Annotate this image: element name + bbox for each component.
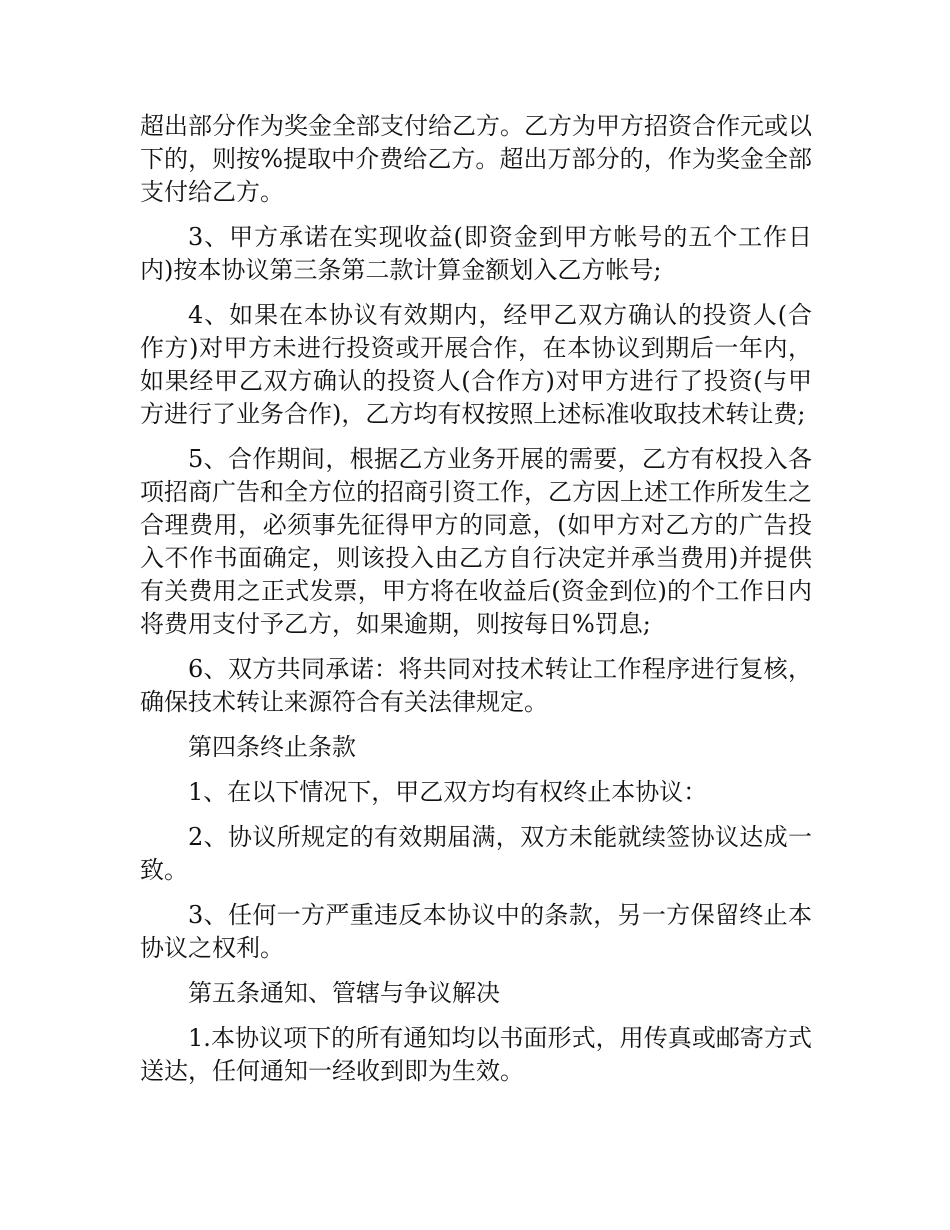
paragraph-clause-3-6: 6、双方共同承诺：将共同对技术转让工作程序进行复核，确保技术转让来源符合有关法律规定。 — [140, 655, 812, 716]
paragraph-clause-4-1: 1、在以下情况下，甲乙双方均有权终止本协议： — [188, 778, 708, 806]
section-heading-article-4: 第四条终止条款 — [188, 733, 356, 761]
paragraph-clause-4-3: 3、任何一方严重违反本协议中的条款，另一方保留终止本协议之权利。 — [140, 901, 812, 962]
paragraph-clause-3-5: 5、合作期间，根据乙方业务开展的需要，乙方有权投入各项招商广告和全方位的招商引资工作，乙方因上述工作所发生之合理费用，必须事先征得甲方的同意，(如甲方对乙方的广告投入不作书面确定，则该投入由乙方自行决定并承当费用)并提供有关费用之正式发票，甲方将在收益后(资金到位)的个工作日内将费用支付予乙方，如果逾期，则按每日%罚息; — [140, 445, 812, 638]
section-heading-article-5: 第五条通知、管辖与争议解决 — [188, 979, 500, 1007]
paragraph-clause-4-2: 2、协议所规定的有效期届满，双方未能就续签协议达成一致。 — [140, 823, 812, 884]
document-body — [140, 110, 812, 1100]
paragraph-continuation: 超出部分作为奖金全部支付给乙方。乙方为甲方招资合作元或以下的，则按%提取中介费给乙方。超出万部分的，作为奖金全部支付给乙方。 — [140, 112, 812, 206]
paragraph-clause-3-3: 3、甲方承诺在实现收益(即资金到甲方帐号的五个工作日内)按本协议第三条第二款计算金额划入乙方帐号; — [140, 223, 812, 284]
paragraph-clause-5-1: 1.本协议项下的所有通知均以书面形式，用传真或邮寄方式送达，任何通知一经收到即为生效。 — [140, 1024, 812, 1085]
paragraph-clause-3-4: 4、如果在本协议有效期内，经甲乙双方确认的投资人(合作方)对甲方未进行投资或开展合作，在本协议到期后一年内，如果经甲乙双方确认的投资人(合作方)对甲方进行了投资(与甲方进行了业务合作)，乙方均有权按照上述标准收取技术转让费; — [140, 301, 812, 428]
